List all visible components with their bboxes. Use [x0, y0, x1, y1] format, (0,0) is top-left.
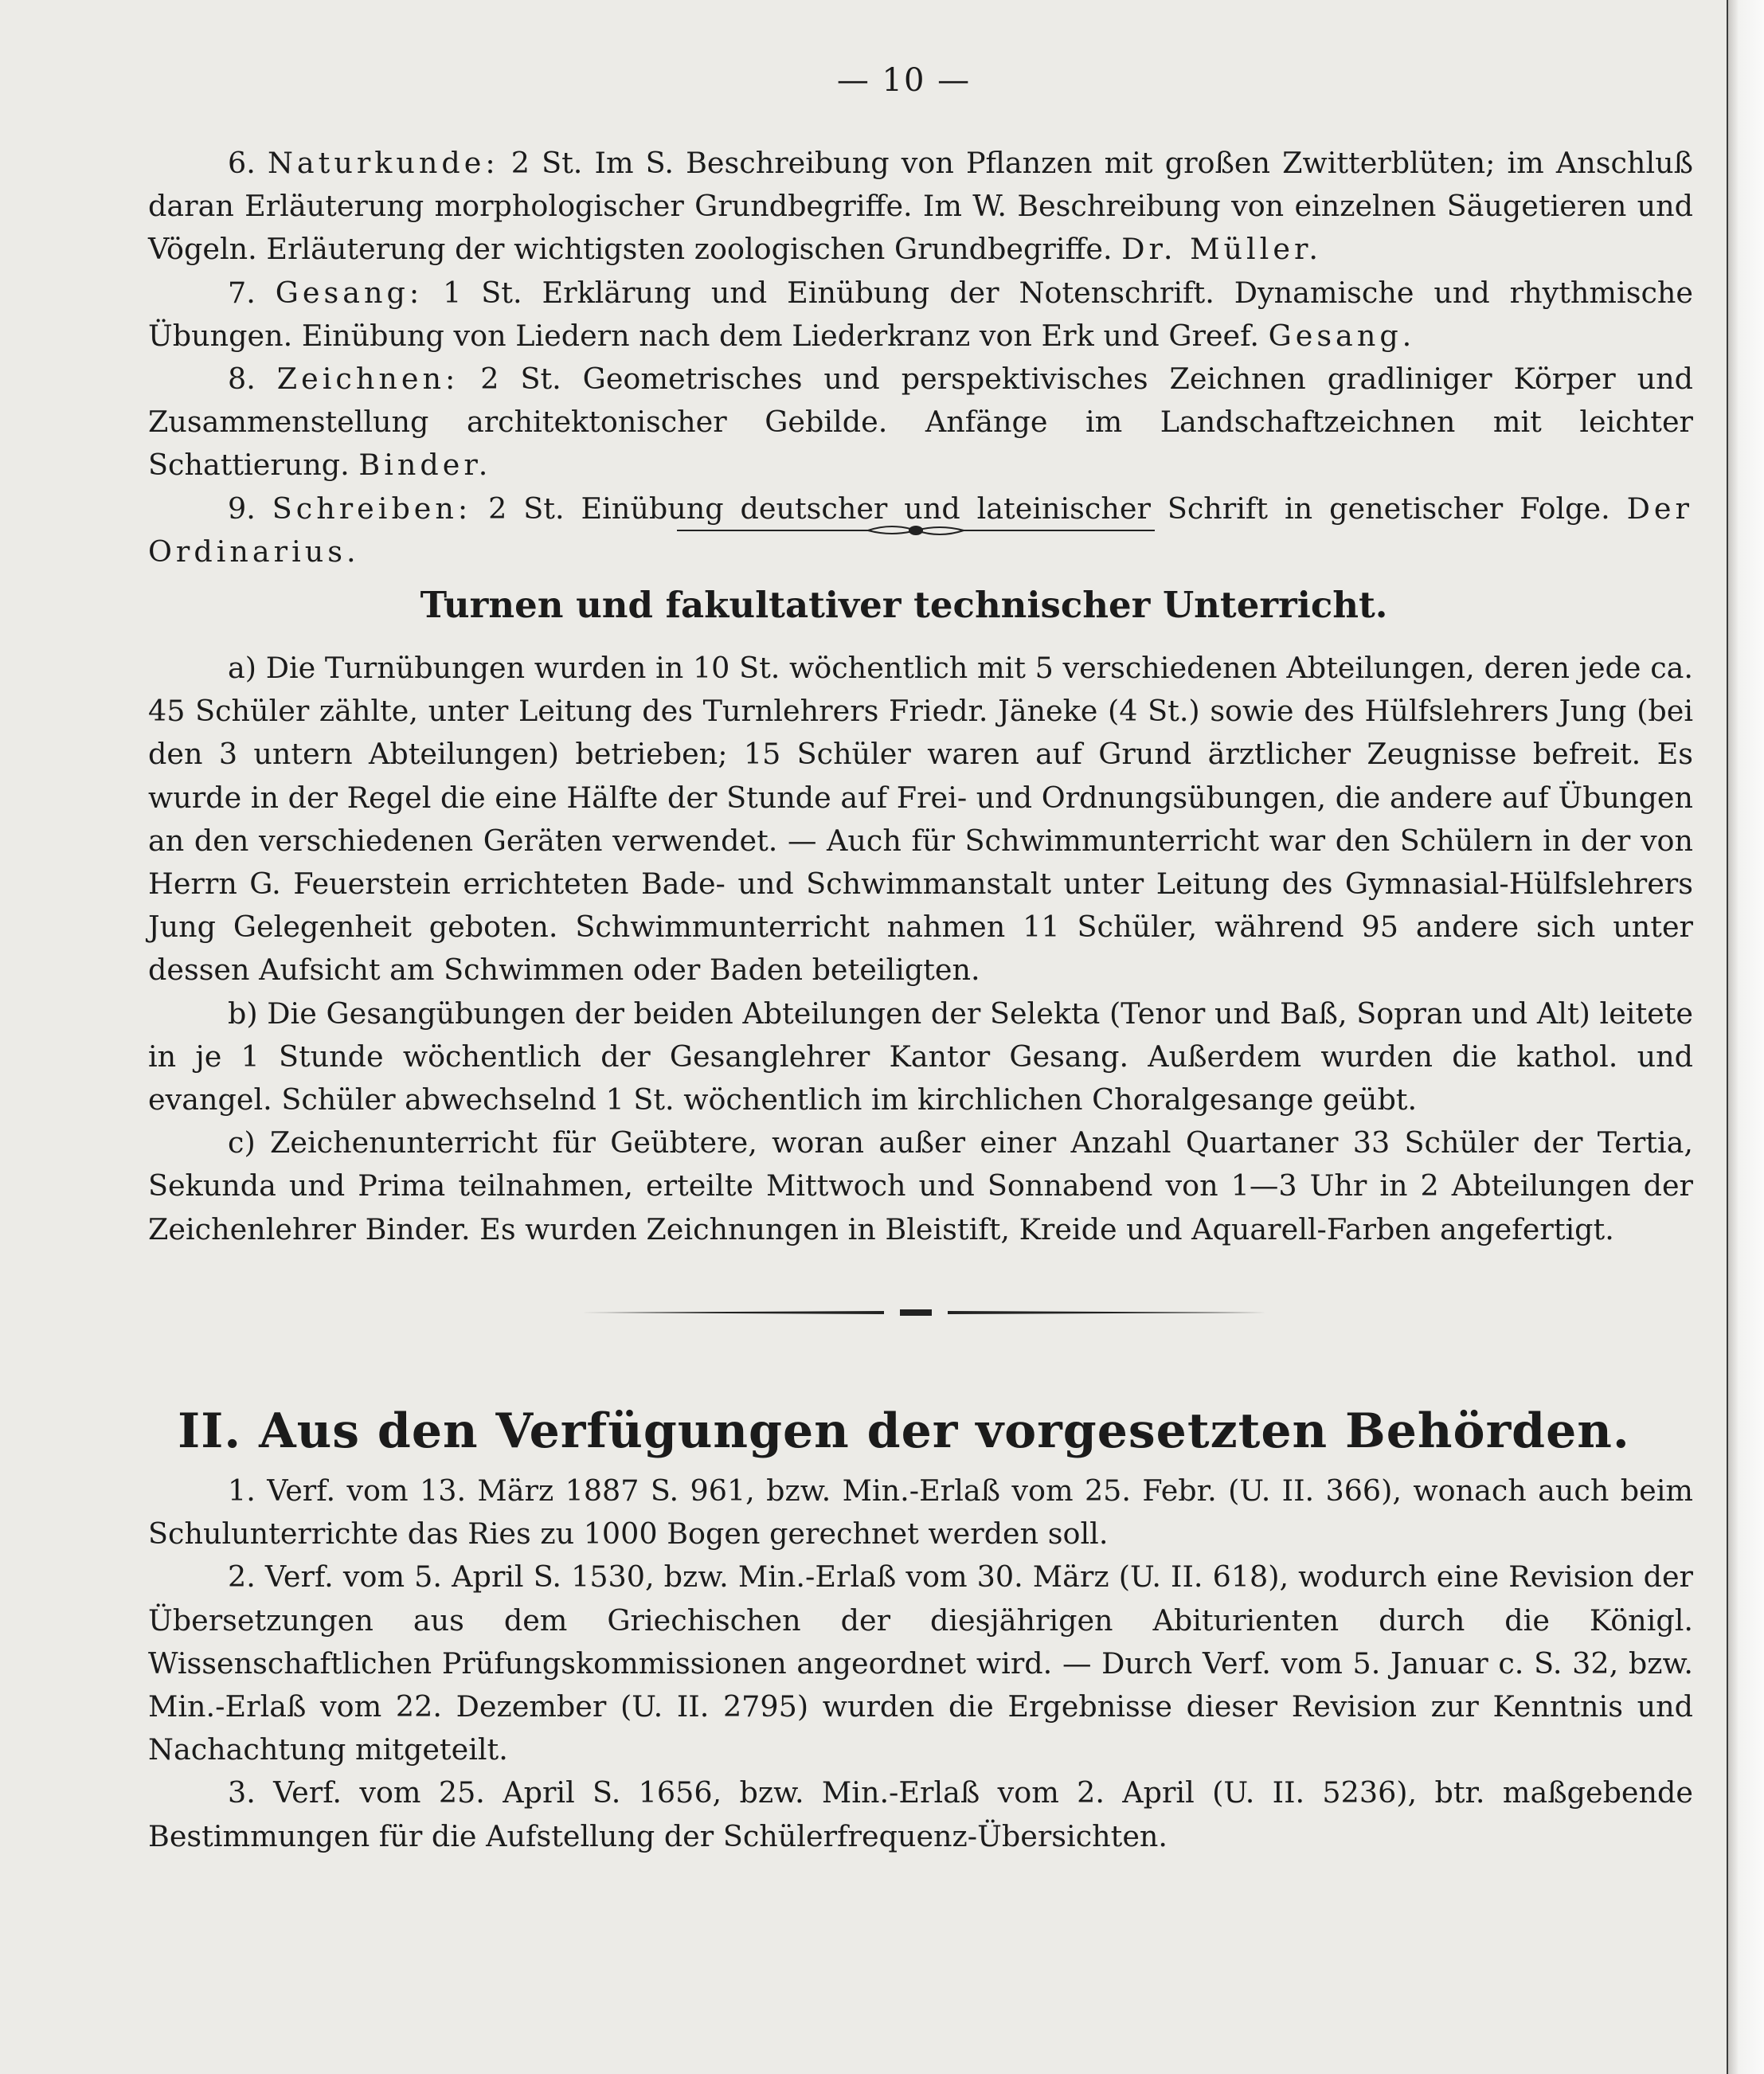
subject-zeichnen: 8. Zeichnen: 2 St. Geometrisches und perspektivisches Zeichnen gradliniger Körper und Zusammenstellung architektonischer Gebilde. Anfänge im Landschaftzeichnen mit leichter Schattierung. Binder.: [148, 362, 1694, 483]
subject-naturkunde: 6. Naturkunde: 2 St. Im S. Beschreibung von Pflanzen mit großen Zwitterblüten; im Anschluß daran Erläuterung morphologischer Grundbegriffe. Im W. Beschreibung von einzelnen Säugetieren und Vögeln. Erläuterung der wichtigsten zoologischen Grundbegriffe. Dr. Müller.: [148, 146, 1694, 267]
page-margin-strip: [1728, 0, 1764, 2074]
section-title-turnen: Turnen und fakultativer technischer Unterricht.: [420, 584, 1388, 626]
decree-1: 1. Verf. vom 13. März 1887 S. 961, bzw. Min.-Erlaß vom 25. Febr. (U. II. 366), wonach auch beim Schulunterrichte das Ries zu 1000 Bogen gerechnet werden soll.: [148, 1473, 1693, 1552]
subject-gesang: 7. Gesang: 1 St. Erklärung und Einübung der Notenschrift. Dynamische und rhythmische Übungen. Einübung von Liedern nach dem Liederkranz von Erk und Greef. Gesang.: [148, 275, 1694, 353]
subjects-list: [148, 142, 1693, 573]
paragraph-c: c) Zeichenunterricht für Geübtere, woran außer einer Anzahl Quartaner 33 Schüler der Tertia, Sekunda und Prima teilnahmen, erteilte Mittwoch und Sonnabend von 1—3 Uhr in 2 Abteilungen der Zeichenlehrer Binder. Es wurden Zeichnungen in Bleistift, Kreide und Aquarell-Farben angefertigt.: [148, 1125, 1693, 1246]
paragraph-a: a) Die Turnübungen wurden in 10 St. wöchentlich mit 5 verschiedenen Abteilungen, deren jede ca. 45 Schüler zählte, unter Leitung des Turnlehrers Friedr. Jäneke (4 St.) sowie des Hülfslehrers Jung (bei den 3 untern Abteilungen) betrieben; 15 Schüler waren auf Grund ärztlicher Zeugnisse befreit. Es wurde in der Regel die eine Hälfte der Stunde auf Frei- und Ordnungsübungen, die andere auf Übungen an den verschiedenen Geräten verwendet. — Auch für Schwimmunterricht war den Schülern in der von Herrn G. Feuerstein errichteten Bade- und Schwimmanstalt unter Leitung des Gymnasial-Hülfslehrers Jung Gelegenheit geboten. Schwimmunterricht nahmen 11 Schüler, während 95 andere sich unter dessen Aufsicht am Schwimmen oder Baden beteiligten.: [148, 651, 1694, 988]
page-number: — 10 —: [836, 62, 972, 99]
decree-3: 3. Verf. vom 25. April S. 1656, bzw. Min.-Erlaß vom 2. April (U. II. 5236), btr. maßgebende Bestimmungen für die Aufstellung der Schülerfrequenz-Übersichten.: [148, 1775, 1694, 1853]
decree-2: 2. Verf. vom 5. April S. 1530, bzw. Min.-Erlaß vom 30. März (U. II. 618), wodurch eine Revision der Übersetzungen aus dem Griechischen der diesjährigen Abiturienten durch die Königl. Wissenschaftlichen Prüfungskommissionen angeordnet wird. — Durch Verf. vom 5. Januar c. S. 32, bzw. Min.-Erlaß vom 22. Dezember (U. II. 2795) wurden die Ergebnisse dieser Revision zur Kenntnis und Nachachtung mitgeteilt.: [148, 1559, 1693, 1767]
section-turnen-body: [148, 647, 1693, 1251]
section-verfuegungen-body: [148, 1469, 1693, 1858]
subject-schreiben: 9. Schreiben: 2 St. Einübung deutscher und lateinischer Schrift in genetischer Folge. Der Ordinarius.: [148, 491, 1693, 569]
paragraph-b: b) Die Gesangübungen der beiden Abteilungen der Selekta (Tenor und Baß, Sopran und Alt) leitete in je 1 Stunde wöchentlich der Gesanglehrer Kantor Gesang. Außerdem wurden die kathol. und evangel. Schüler abwechselnd 1 St. wöchentlich im kirchlichen Choralgesange geübt.: [148, 996, 1694, 1117]
ornamental-divider: [677, 521, 1155, 540]
section-title-verfuegungen: II. Aus den Verfügungen der vorgesetzten Behörden.: [178, 1403, 1630, 1459]
bold-rule-divider: [581, 1306, 1266, 1319]
